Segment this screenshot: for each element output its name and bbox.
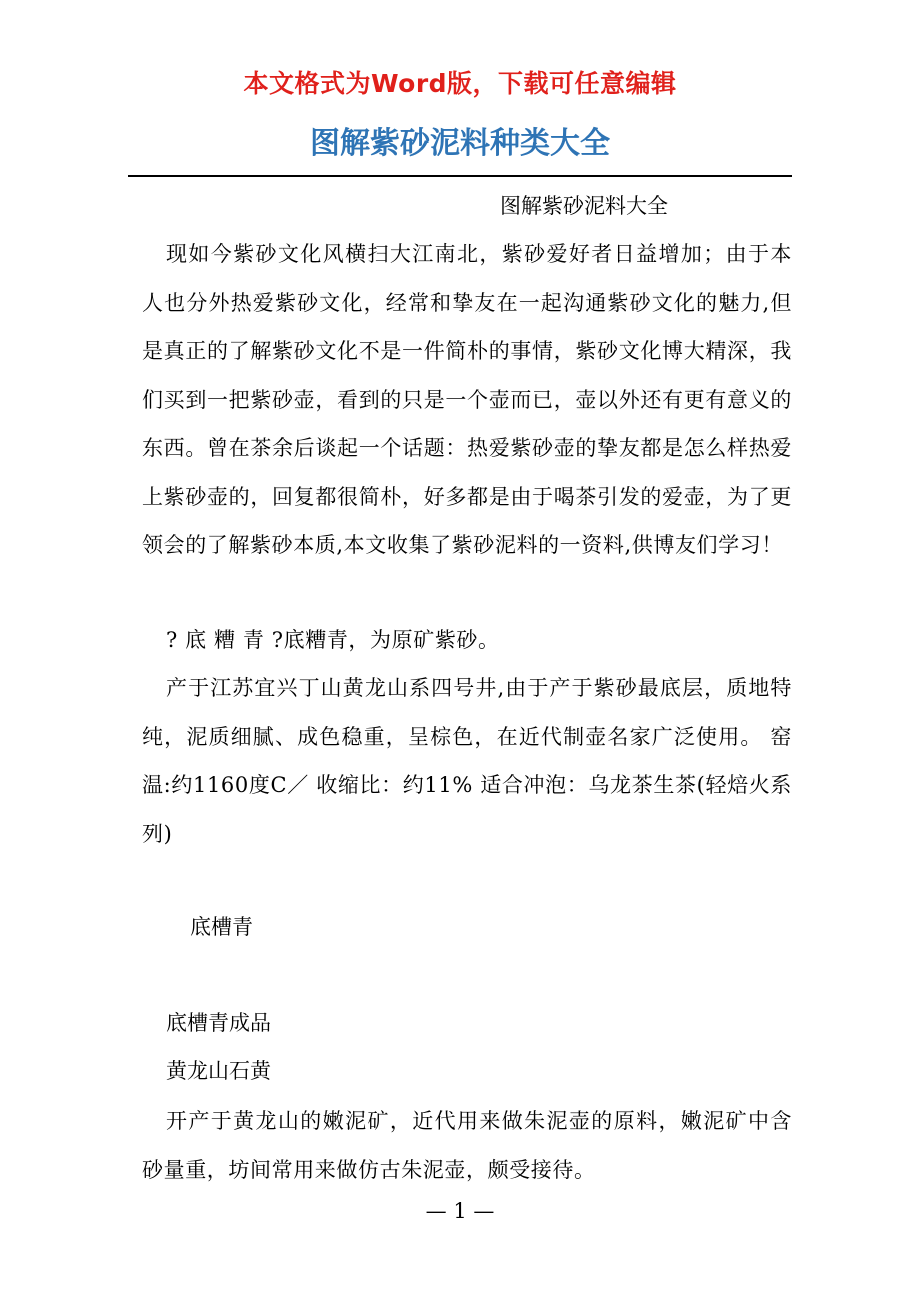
article-subtitle: 图解紫砂泥料大全: [500, 194, 668, 218]
image-caption-dicaoqing: 底槽青: [190, 915, 253, 939]
title-divider: [128, 175, 792, 177]
page-number: — 1 —: [425, 1199, 495, 1223]
huanglong-description-paragraph: 开产于黄龙山的嫩泥矿，近代用来做朱泥壶的原料，嫩泥矿中含砂量重，坊间常用来做仿古朱泥壶，颇受接待。: [142, 1109, 792, 1182]
intro-paragraph: 现如今紫砂文化风横扫大江南北，紫砂爱好者日益增加；由于本人也分外热爱紫砂文化，经常和挚友在一起沟通紫砂文化的魅力,但是真正的了解紫砂文化不是一件简朴的事情，紫砂文化博大精深，我们买到一把紫砂壶，看到的只是一个壶而已，壶以外还有更有意义的东西。曾在茶余后谈起一个话题：热爱紫砂壶的挚友都是怎么样热爱上紫砂壶的，回复都很简朴，好多都是由于喝茶引发的爱壶，为了更领会的了解紫砂本质,本文收集了紫砂泥料的一资料,供博友们学习！: [142, 242, 792, 557]
word-format-banner: 本文格式为Word版，下载可任意编辑: [243, 69, 677, 98]
image-caption-dicaoqing-product: 底槽青成品: [166, 1011, 271, 1035]
section-heading-huanglong-shihuang: 黄龙山石黄: [166, 1059, 271, 1083]
document-title: 图解紫砂泥料种类大全: [310, 126, 610, 161]
dicaoqing-description-paragraph: 产于江苏宜兴丁山黄龙山系四号井,由于产于紫砂最底层，质地特纯，泥质细腻、成色稳重，呈棕色，在近代制壶名家广泛使用。 窑温:约1160度C／ 收缩比：约11% 适合冲泡：乌龙茶生茶(轻焙火系列): [142, 676, 792, 846]
dicaoqing-heading-paragraph: ? 底 糟 青 ?底糟青，为原矿紫砂。: [166, 628, 500, 652]
